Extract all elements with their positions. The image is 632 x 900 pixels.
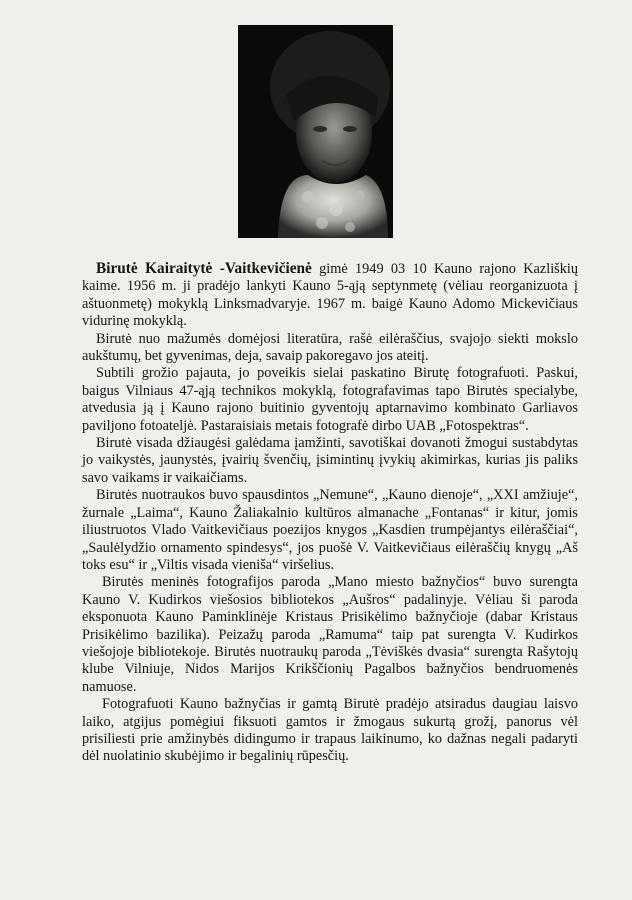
- author-portrait-photo: [238, 25, 393, 238]
- biography-paragraph-6: Birutės meninės fotografijos paroda „Mano miesto bažnyčios“ buvo surengta Kauno V. Kudirkos viešosios bibliotekos „Aušros“ padalinyje. Vėliau ši paroda eksponuota Kauno Paminklinėje Kristaus Prisikėlimo bažnyčioje (dabar Kristaus Prisikėlimo bazilika). Peizažų paroda „Ramuma“ taip pat surengta V. Kudirkos viešojoje bibliotekoje. Birutės nuotraukų paroda „Tėviškės dvasia“ surengta Rašytojų klube Vilniuje, Nidos Marijos Krikščionių Pagalbos bažnyčios bendruomenės namuose.: [82, 574, 578, 695]
- biography-paragraph-3: Subtili grožio pajauta, jo poveikis sielai paskatino Birutę fotografuoti. Paskui, baigus Vilniaus 47-ąją technikos mokyklą, fotografavimas tapo Birutės specialybe, atvedusia ją į Kauno rajono buitinio gyventojų aptarnavimo kombinato Garliavos paviljono fotoateljė. Pastaraisiais metais fotografė dirbo UAB „Fotospektras“.: [82, 365, 578, 434]
- biography-paragraph-4: Birutė visada džiaugėsi galėdama įamžinti, savotiškai dovanoti žmogui sustabdytas jo vaikystės, jaunystės, įvairių švenčių, įsimintinų įvykių akimirkas, kurias jis paliks savo vaikams ir vaikaičiams.: [82, 435, 578, 486]
- author-name: Birutė Kairaitytė -Vaitkevičienė: [96, 260, 312, 277]
- biography-paragraph-2: Birutė nuo mažumės domėjosi literatūra, rašė eilėraščius, svajojo siekti mokslo aukštumų, bet gyvenimas, deja, savaip pakoregavo jos ateitį.: [82, 330, 578, 365]
- biography-text: [82, 260, 578, 766]
- biography-paragraph-5: Birutės nuotraukos buvo spausdintos „Nemune“, „Kauno dienoje“, „XXI amžiuje“, žurnale „Laima“, Kauno Žaliakalnio kultūros almanache „Fontanas“ ir kitur, jomis iliustruotos Vlado Vaitkevičiaus poezijos knygos „Kasdien trumpėjantys eilėraščiai“, „Saulėlydžio ornamento spindesys“, jos puošė V. Vaitkevičiaus eilėraščių knygų „Aš toks esu“ ir „Viltis visada vieniša“ viršelius.: [82, 487, 578, 573]
- biography-paragraph-7: Fotografuoti Kauno bažnyčias ir gamtą Birutė pradėjo atsiradus daugiau laisvo laiko, atgijus pomėgiui fiksuoti gamtos ir žmogaus sukurtą grožį, panorus vėl prisiliesti prie amžinybės didingumo ir trapaus laikinumo, ko dažnas negali padaryti dėl nuolatinio skubėjimo ir begalinių rūpesčių.: [82, 696, 578, 765]
- biography-paragraph-1: [82, 260, 578, 331]
- paragraph-text: gimė 1949 03 10 Kauno rajono Kazliškių kaime. 1956 m. ji pradėjo lankyti Kauno 5-ąją septynmetę (vėliau reorganizuota į aštuonmetę) mokyklą Linksmadvaryje. 1967 m. baigė Kauno Adomo Mickevičiaus vidurinę mokyklą.: [82, 261, 579, 330]
